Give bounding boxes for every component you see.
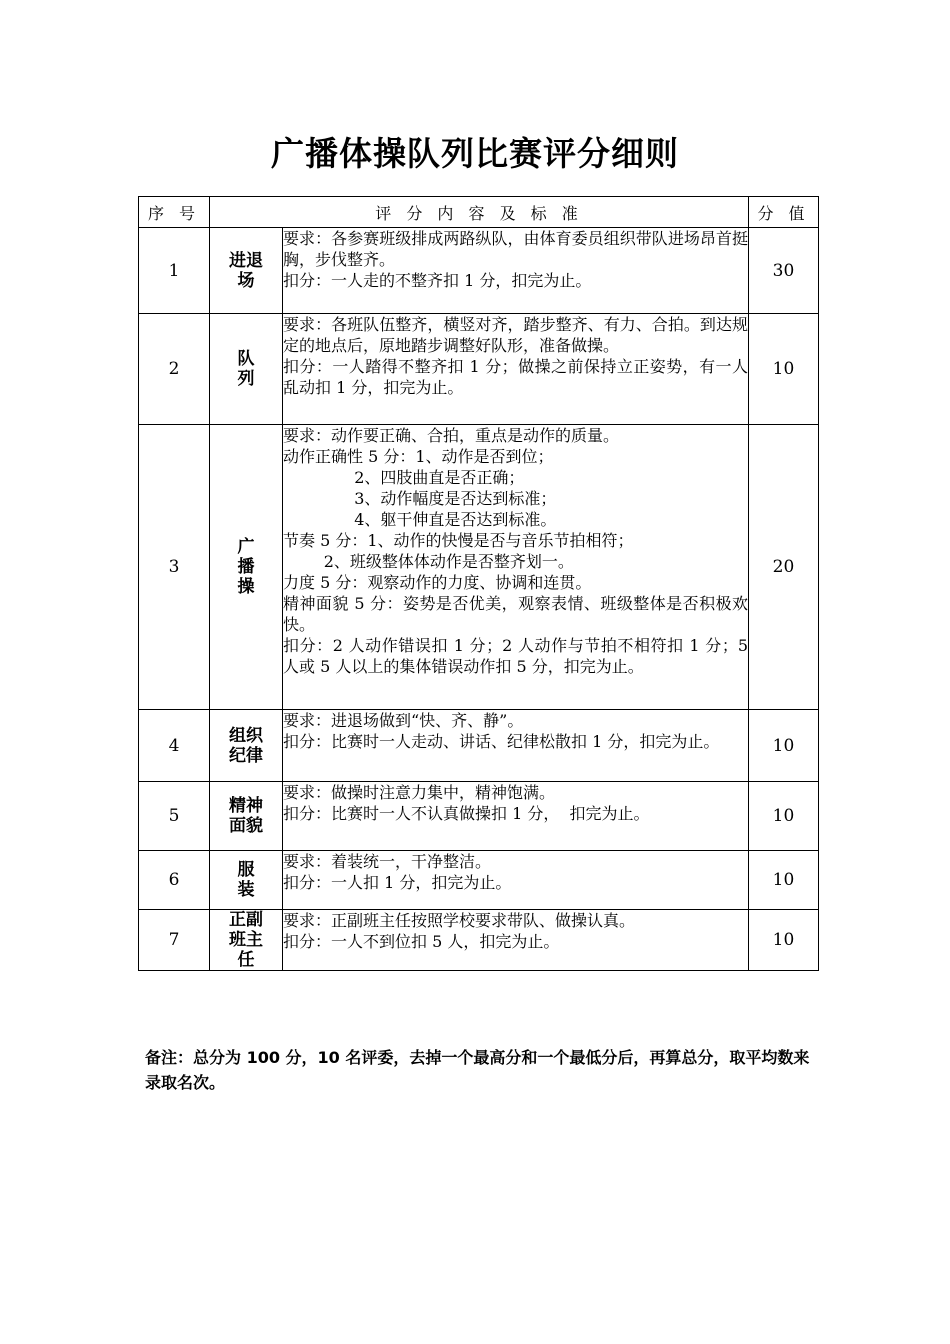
row-number: 2 bbox=[139, 314, 210, 425]
table-row bbox=[139, 710, 819, 782]
row-item-label: 精神面貌 bbox=[229, 796, 263, 836]
row-content bbox=[283, 710, 749, 782]
row-item-label: 队 列 bbox=[237, 349, 265, 389]
header-content: 评 分 内 容 及 标 准 bbox=[210, 197, 749, 228]
row-score: 20 bbox=[749, 425, 819, 710]
row-item-label: 正副班主任 bbox=[229, 910, 263, 970]
row-content bbox=[283, 910, 749, 971]
table-row bbox=[139, 314, 819, 425]
content-line: 要求：进退场做到“快、齐、静”。 bbox=[283, 711, 524, 730]
content-line: 2、四肢曲直是否正确； bbox=[283, 468, 525, 487]
row-content bbox=[283, 782, 749, 851]
row-content bbox=[283, 425, 754, 710]
row-number: 1 bbox=[139, 228, 210, 314]
row-item bbox=[210, 425, 283, 710]
table-row bbox=[139, 228, 819, 314]
content-line: 精神面貌 5 分：姿势是否优美，观察表情、班级整体是否积极欢快。 bbox=[283, 594, 748, 634]
content-line: 扣分：一人不到位扣 5 人，扣完为止。 bbox=[283, 932, 560, 951]
row-number: 5 bbox=[139, 782, 210, 851]
content-line: 扣分：一人扣 1 分，扣完为止。 bbox=[283, 873, 512, 892]
row-item bbox=[210, 314, 283, 425]
content-line: 节奏 5 分：1、动作的快慢是否与音乐节拍相符； bbox=[283, 531, 634, 550]
header-seq: 序 号 bbox=[139, 197, 210, 228]
row-item bbox=[210, 710, 283, 782]
row-item bbox=[210, 851, 283, 910]
row-score: 10 bbox=[749, 910, 819, 971]
table-header-row bbox=[139, 197, 819, 228]
row-number: 7 bbox=[139, 910, 210, 971]
table-row bbox=[139, 782, 819, 851]
content-line: 要求：着装统一，干净整洁。 bbox=[283, 852, 492, 871]
content-line: 动作正确性 5 分：1、动作是否到位； bbox=[283, 447, 554, 466]
table-row bbox=[139, 910, 819, 971]
row-score: 10 bbox=[749, 314, 819, 425]
row-number: 4 bbox=[139, 710, 210, 782]
row-number: 6 bbox=[139, 851, 210, 910]
content-line: 扣分：比赛时一人走动、讲话、纪律松散扣 1 分，扣完为止。 bbox=[283, 732, 720, 751]
row-item-label: 广播操 bbox=[237, 537, 255, 597]
content-line: 扣分：一人走的不整齐扣 1 分，扣完为止。 bbox=[283, 271, 592, 290]
table-row bbox=[139, 851, 819, 910]
page-title: 广播体操队列比赛评分细则 bbox=[271, 134, 679, 173]
header-score: 分 值 bbox=[749, 197, 819, 228]
row-item bbox=[210, 782, 283, 851]
row-item-label: 进退场 bbox=[229, 250, 263, 291]
table-row bbox=[139, 425, 819, 710]
content-line: 扣分：比赛时一人不认真做操扣 1 分， 扣完为止。 bbox=[283, 804, 650, 823]
content-line: 要求：各参赛班级排成两路纵队，由体育委员组织带队进场昂首挺胸，步伐整齐。 bbox=[283, 229, 748, 269]
row-item bbox=[210, 910, 283, 971]
footnote: 备注：总分为 100 分，10 名评委，去掉一个最高分和一个最低分后，再算总分，取平均数来录取名次。 bbox=[145, 1048, 810, 1092]
row-number: 3 bbox=[139, 425, 210, 710]
content-line: 扣分：一人踏得不整齐扣 1 分；做操之前保持立正姿势，有一人乱动扣 1 分，扣完为止。 bbox=[283, 357, 748, 397]
row-item-label: 组织纪律 bbox=[229, 725, 263, 766]
content-line: 力度 5 分：观察动作的力度、协调和连贯。 bbox=[283, 573, 592, 592]
row-item-label: 服 装 bbox=[237, 860, 265, 900]
content-line: 3、动作幅度是否达到标准； bbox=[283, 489, 557, 508]
content-line: 2、班级整体体动作是否整齐划一。 bbox=[283, 552, 574, 571]
row-score: 30 bbox=[749, 228, 819, 314]
row-score: 10 bbox=[749, 782, 819, 851]
scoring-table bbox=[138, 196, 819, 971]
row-content bbox=[283, 851, 749, 910]
row-score: 10 bbox=[749, 710, 819, 782]
row-content bbox=[283, 228, 749, 314]
row-item bbox=[210, 228, 283, 314]
content-line: 要求：正副班主任按照学校要求带队、做操认真。 bbox=[283, 911, 636, 930]
content-line: 扣分：2 人动作错误扣 1 分；2 人动作与节拍不相符扣 1 分；5 人或 5 人以上的集体错误动作扣 5 分，扣完为止。 bbox=[283, 636, 754, 676]
content-line: 要求：做操时注意力集中，精神饱满。 bbox=[283, 783, 556, 802]
row-content bbox=[283, 314, 749, 425]
content-line: 要求：动作要正确、合拍，重点是动作的质量。 bbox=[283, 426, 620, 445]
content-line: 要求：各班队伍整齐，横竖对齐，踏步整齐、有力、合拍。到达规定的地点后，原地踏步调整好队形，准备做操。 bbox=[283, 315, 748, 355]
row-score: 10 bbox=[749, 851, 819, 910]
content-line: 4、躯干伸直是否达到标准。 bbox=[283, 510, 557, 529]
